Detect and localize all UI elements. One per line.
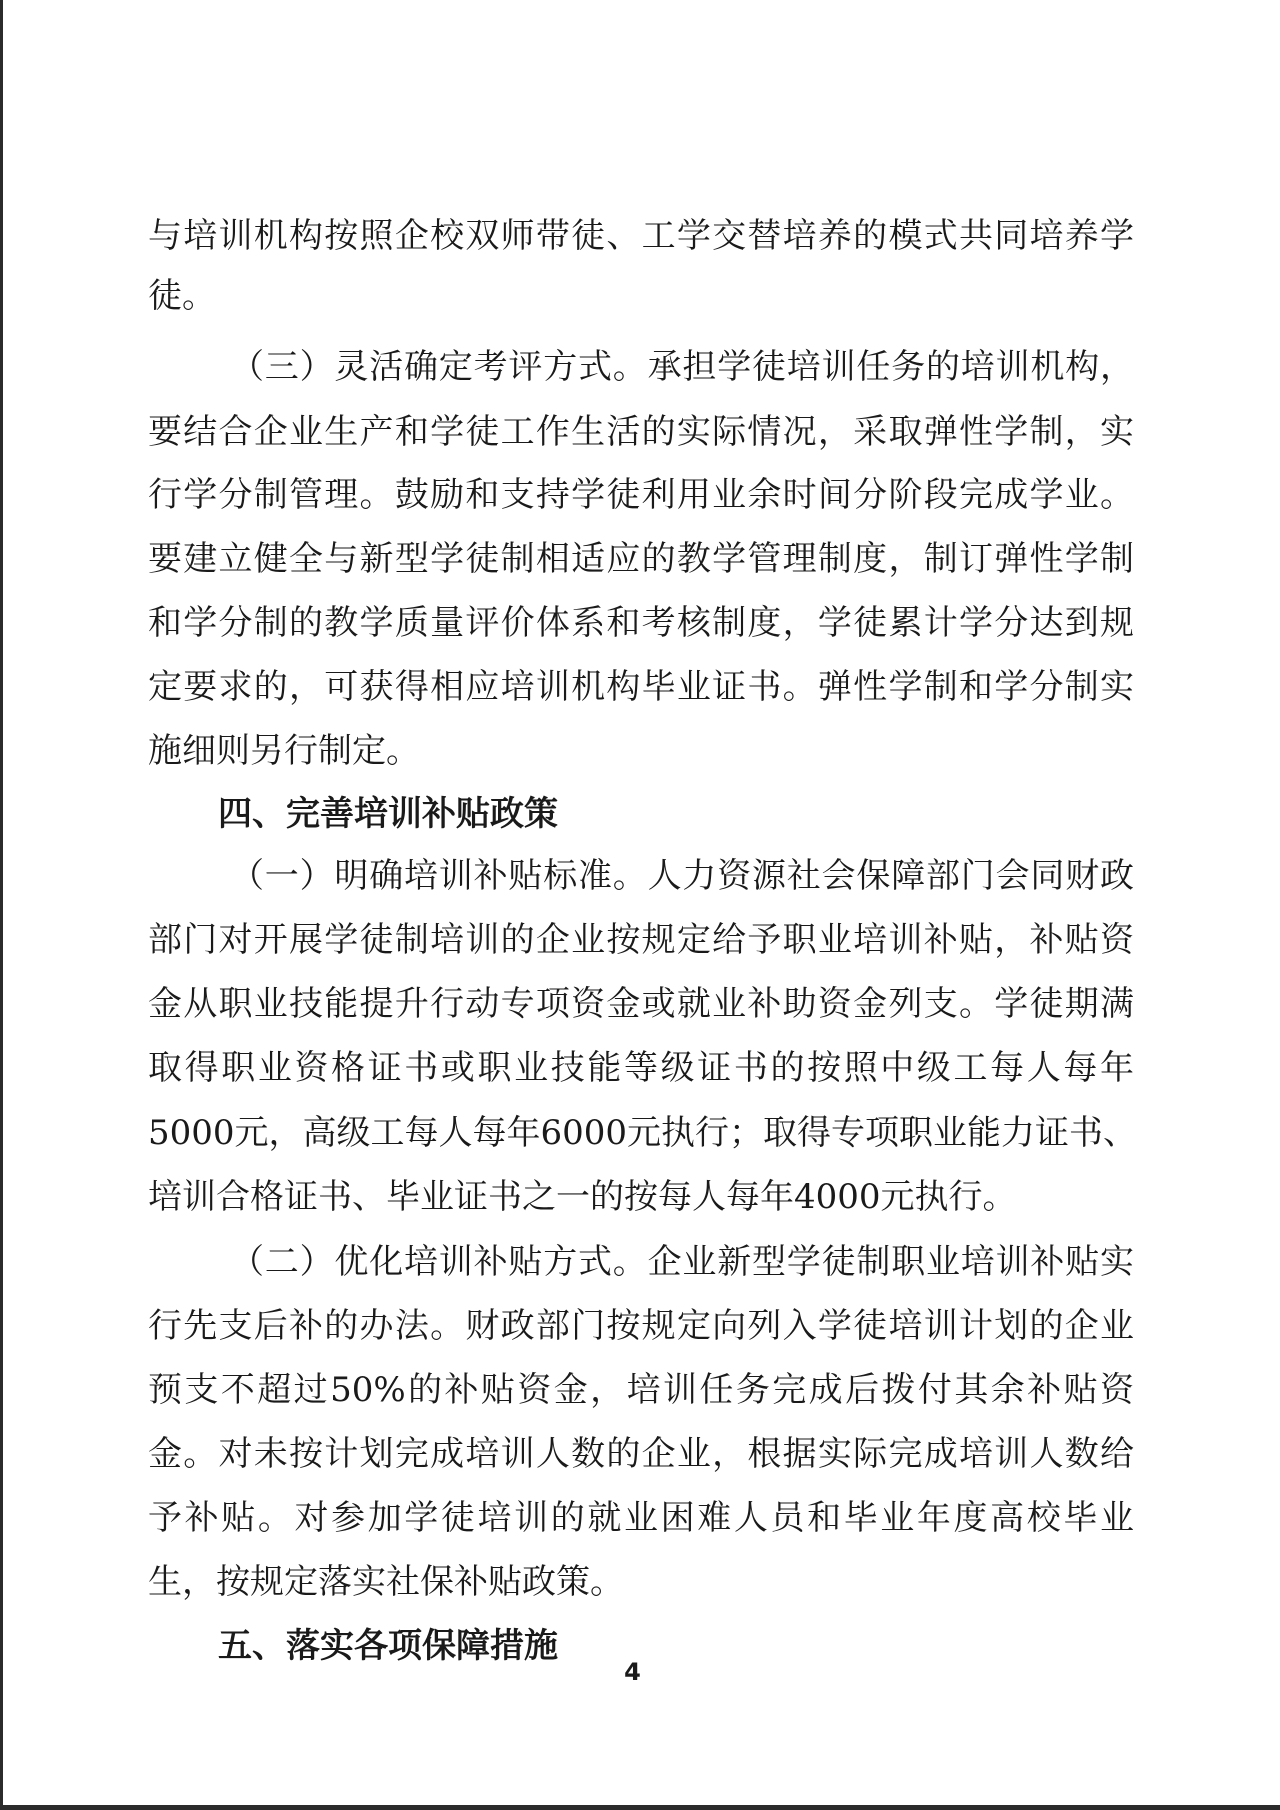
scan-bottom-edge (0, 1805, 1280, 1810)
paragraph-line: 要结合企业生产和学徒工作生活的实际情况，采取弹性学制，实 (148, 412, 1134, 452)
paragraph-line: 和学分制的教学质量评价体系和考核制度，学徒累计学分达到规 (148, 603, 1134, 643)
paragraph-line: 要建立健全与新型学徒制相适应的教学管理制度，制订弹性学制 (148, 539, 1134, 579)
paragraph-line: 预支不超过50%的补贴资金，培训任务完成后拨付其余补贴资 (148, 1370, 1134, 1410)
paragraph-line: 施细则另行制定。 (148, 731, 420, 771)
section-4-1-lead-line: （一）明确培训补贴标准。人力资源社会保障部门会同财政 (230, 856, 1134, 896)
section-heading-5: 五、落实各项保障措施 (218, 1626, 558, 1666)
section-3-lead-line: （三）灵活确定考评方式。承担学徒培训任务的培训机构， (230, 347, 1134, 387)
paragraph-line: 培训合格证书、毕业证书之一的按每人每年4000元执行。 (148, 1177, 1017, 1217)
paragraph-line: 金从职业技能提升行动专项资金或就业补助资金列支。学徒期满 (148, 984, 1134, 1024)
paragraph-line: 生，按规定落实社保补贴政策。 (148, 1562, 624, 1602)
paragraph-line: 徒。 (148, 276, 216, 316)
paragraph-line: 与培训机构按照企校双师带徒、工学交替培养的模式共同培养学 (148, 216, 1134, 256)
section-heading-4: 四、完善培训补贴政策 (218, 794, 558, 834)
section-4-2-lead-line: （二）优化培训补贴方式。企业新型学徒制职业培训补贴实 (230, 1242, 1134, 1282)
paragraph-line: 取得职业资格证书或职业技能等级证书的按照中级工每人每年 (148, 1048, 1134, 1088)
paragraph-line: 行先支后补的办法。财政部门按规定向列入学徒培训计划的企业 (148, 1306, 1134, 1346)
scan-left-edge (0, 0, 3, 1810)
paragraph-line: 部门对开展学徒制培训的企业按规定给予职业培训补贴，补贴资 (148, 920, 1134, 960)
paragraph-line: 金。对未按计划完成培训人数的企业，根据实际完成培训人数给 (148, 1434, 1134, 1474)
paragraph-line: 予补贴。对参加学徒培训的就业困难人员和毕业年度高校毕业 (148, 1498, 1134, 1538)
paragraph-line: 定要求的，可获得相应培训机构毕业证书。弹性学制和学分制实 (148, 667, 1134, 707)
paragraph-line: 5000元，高级工每人每年6000元执行；取得专项职业能力证书、 (148, 1113, 1138, 1153)
page-number: 4 (624, 1658, 641, 1686)
paragraph-line: 行学分制管理。鼓励和支持学徒利用业余时间分阶段完成学业。 (148, 475, 1134, 515)
